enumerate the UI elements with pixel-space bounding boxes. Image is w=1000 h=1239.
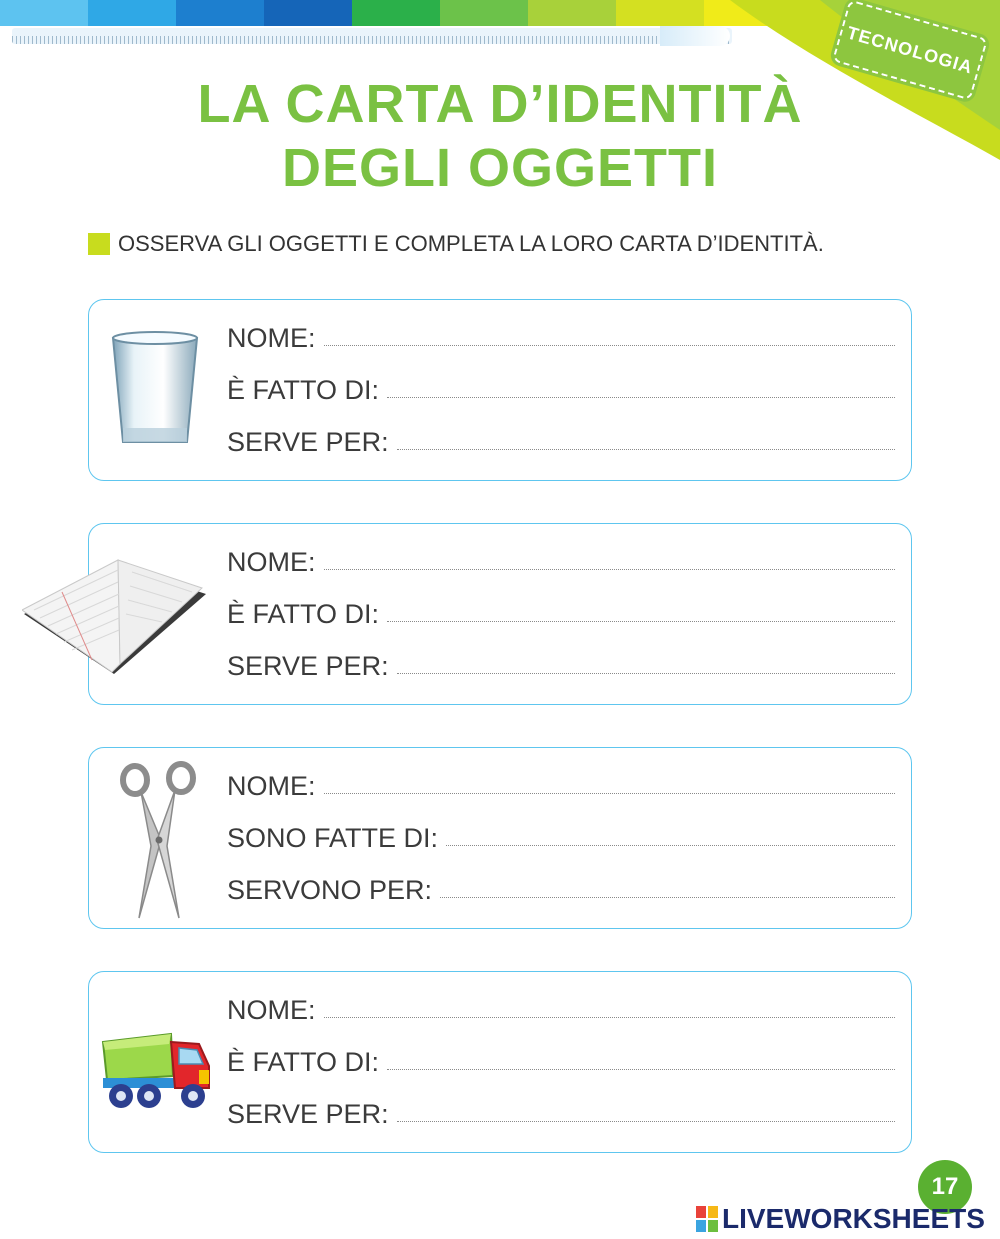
field-row	[227, 418, 895, 458]
field-row	[227, 590, 895, 630]
field-label: È FATTO DI:	[227, 375, 380, 405]
liveworksheets-logo-icon	[696, 1206, 718, 1232]
field-label: SERVONO PER:	[227, 875, 433, 905]
answer-line[interactable]	[324, 568, 895, 570]
field-row	[227, 1090, 895, 1130]
field-label: È FATTO DI:	[227, 599, 380, 629]
answer-line[interactable]	[387, 396, 895, 398]
field-label: SERVE PER:	[227, 427, 389, 457]
field-row	[227, 314, 895, 354]
answer-line[interactable]	[324, 1016, 895, 1018]
page-title: LA CARTA D’IDENTITÀ DEGLI OGGETTI	[197, 74, 803, 198]
scissors-icon	[117, 760, 203, 920]
answer-line[interactable]	[440, 896, 895, 898]
field-label: NOME:	[227, 995, 316, 1025]
brand-name: LIVEWORKSHEETS	[722, 1203, 985, 1234]
answer-line[interactable]	[397, 1120, 895, 1122]
answer-line[interactable]	[397, 448, 895, 450]
field-label: NOME:	[227, 771, 316, 801]
field-label: NOME:	[227, 323, 316, 353]
field-row	[227, 538, 895, 578]
answer-line[interactable]	[324, 344, 895, 346]
answer-line[interactable]	[387, 620, 895, 622]
page-number: 17	[918, 1160, 972, 1214]
brand-footer	[696, 1202, 985, 1236]
field-label: SERVE PER:	[227, 1099, 389, 1129]
field-row	[227, 814, 895, 854]
field-label: SERVE PER:	[227, 651, 389, 681]
field-row	[227, 366, 895, 406]
answer-line[interactable]	[397, 672, 895, 674]
answer-line[interactable]	[387, 1068, 895, 1070]
identity-card-scissors	[88, 747, 912, 929]
field-label: NOME:	[227, 547, 316, 577]
identity-card-truck	[88, 971, 912, 1153]
field-row	[227, 762, 895, 802]
field-row	[227, 642, 895, 682]
answer-line[interactable]	[446, 844, 895, 846]
toy-truck-icon	[99, 1030, 215, 1114]
instruction-marker	[88, 233, 110, 255]
field-row	[227, 866, 895, 906]
answer-line[interactable]	[324, 792, 895, 794]
subject-tag: TECNOLOGIA	[832, 0, 988, 101]
identity-card-notebook	[88, 523, 912, 705]
field-row	[227, 986, 895, 1026]
identity-card-glass	[88, 299, 912, 481]
field-label: È FATTO DI:	[227, 1047, 380, 1077]
glass-icon	[109, 330, 201, 450]
field-label: SONO FATTE DI:	[227, 823, 439, 853]
notebook-icon	[22, 552, 208, 680]
ruler-decoration	[12, 28, 732, 44]
field-row	[227, 1038, 895, 1078]
instruction: OSSERVA GLI OGGETTI E COMPLETA LA LORO CARTA D’IDENTITÀ.	[88, 230, 824, 258]
